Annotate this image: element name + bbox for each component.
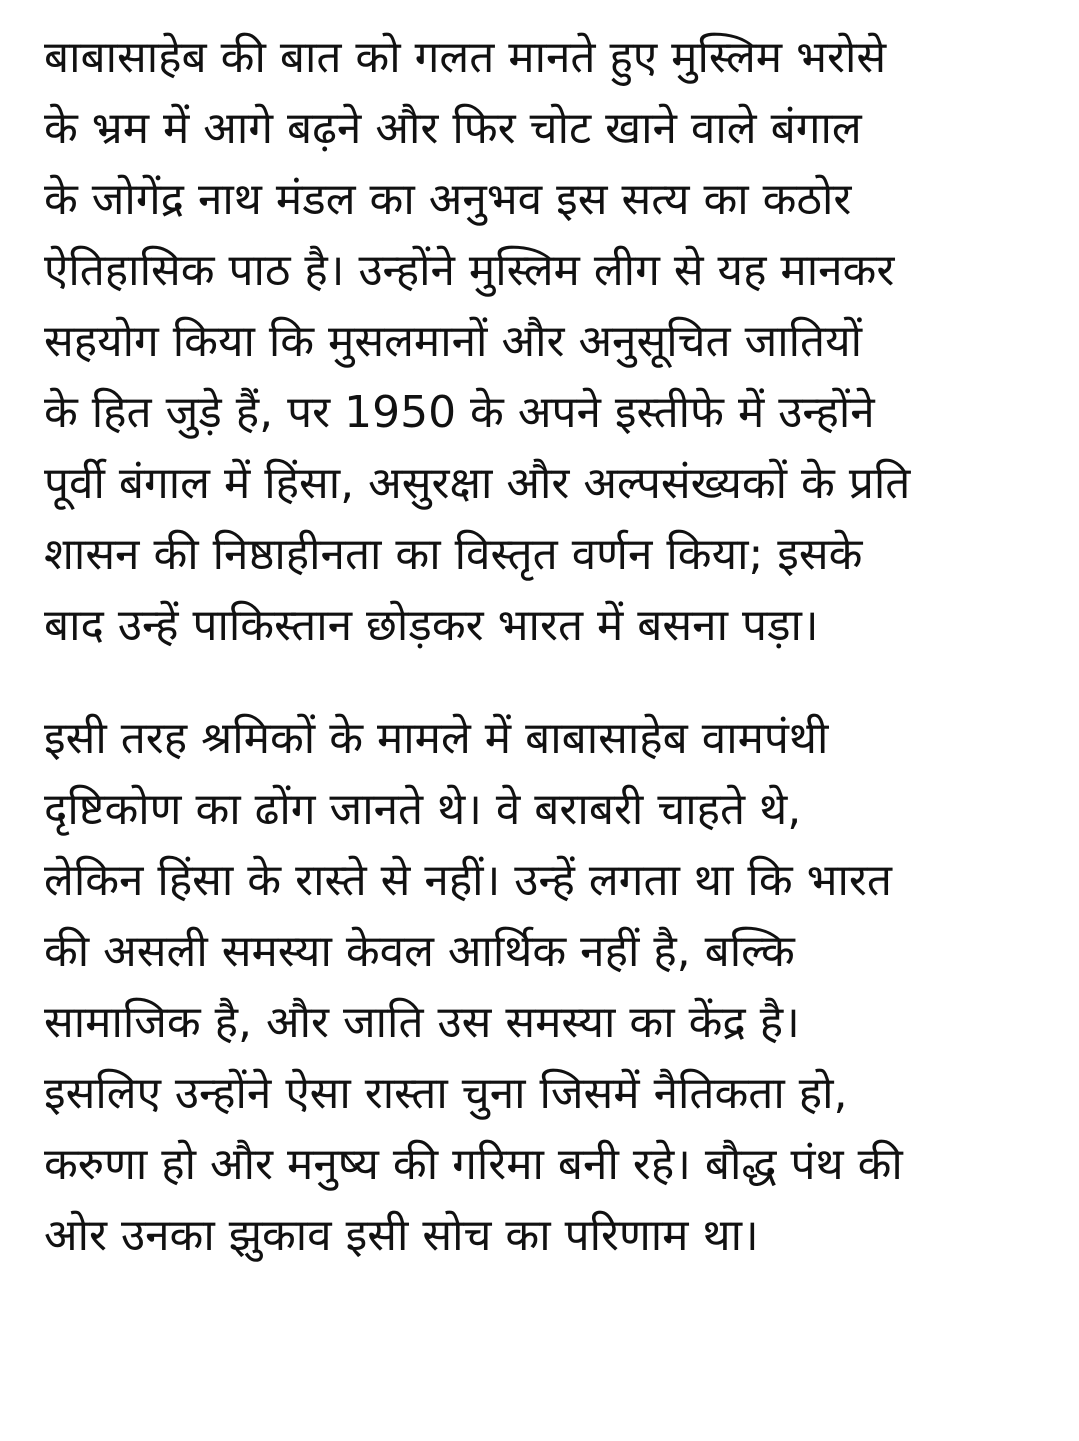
text-line: ऐतिहासिक पाठ है। उन्होंने मुस्लिम लीग से यह मानकर	[44, 245, 895, 296]
text-line: इसी तरह श्रमिकों के मामले में बाबासाहेब वामपंथी	[44, 713, 829, 764]
text-line: के जोगेंद्र नाथ मंडल का अनुभव इस सत्य का कठोर	[44, 174, 852, 225]
text-line: पूर्वी बंगाल में हिंसा, असुरक्षा और अल्पसंख्यकों के प्रति	[44, 458, 911, 509]
paragraph-2	[44, 703, 1054, 1271]
text-line: ओर उनका झुकाव इसी सोच का परिणाम था।	[44, 1210, 759, 1261]
text-line: के भ्रम में आगे बढ़ने और फिर चोट खाने वाले बंगाल	[44, 103, 862, 154]
paragraph-1	[44, 22, 1054, 661]
text-line: इसलिए उन्होंने ऐसा रास्ता चुना जिसमें नैतिकता हो,	[44, 1068, 848, 1119]
text-line: के हित जुड़े हैं, पर 1950 के अपने इस्तीफे में उन्होंने	[44, 387, 875, 438]
article-body	[44, 22, 1054, 1271]
text-line: बाद उन्हें पाकिस्तान छोड़कर भारत में बसना पड़ा।	[44, 600, 819, 651]
text-line: सामाजिक है, और जाति उस समस्या का केंद्र है।	[44, 997, 800, 1048]
text-line: करुणा हो और मनुष्य की गरिमा बनी रहे। बौद्ध पंथ की	[44, 1139, 903, 1190]
text-line: बाबासाहेब की बात को गलत मानते हुए मुस्लिम भरोसे	[44, 32, 887, 83]
text-line: सहयोग किया कि मुसलमानों और अनुसूचित जातियों	[44, 316, 863, 367]
text-line: शासन की निष्ठाहीनता का विस्तृत वर्णन किया; इसके	[44, 529, 863, 580]
text-line: की असली समस्या केवल आर्थिक नहीं है, बल्कि	[44, 926, 795, 977]
text-line: लेकिन हिंसा के रास्ते से नहीं। उन्हें लगता था कि भारत	[44, 855, 892, 906]
text-line: दृष्टिकोण का ढोंग जानते थे। वे बराबरी चाहते थे,	[44, 784, 802, 835]
